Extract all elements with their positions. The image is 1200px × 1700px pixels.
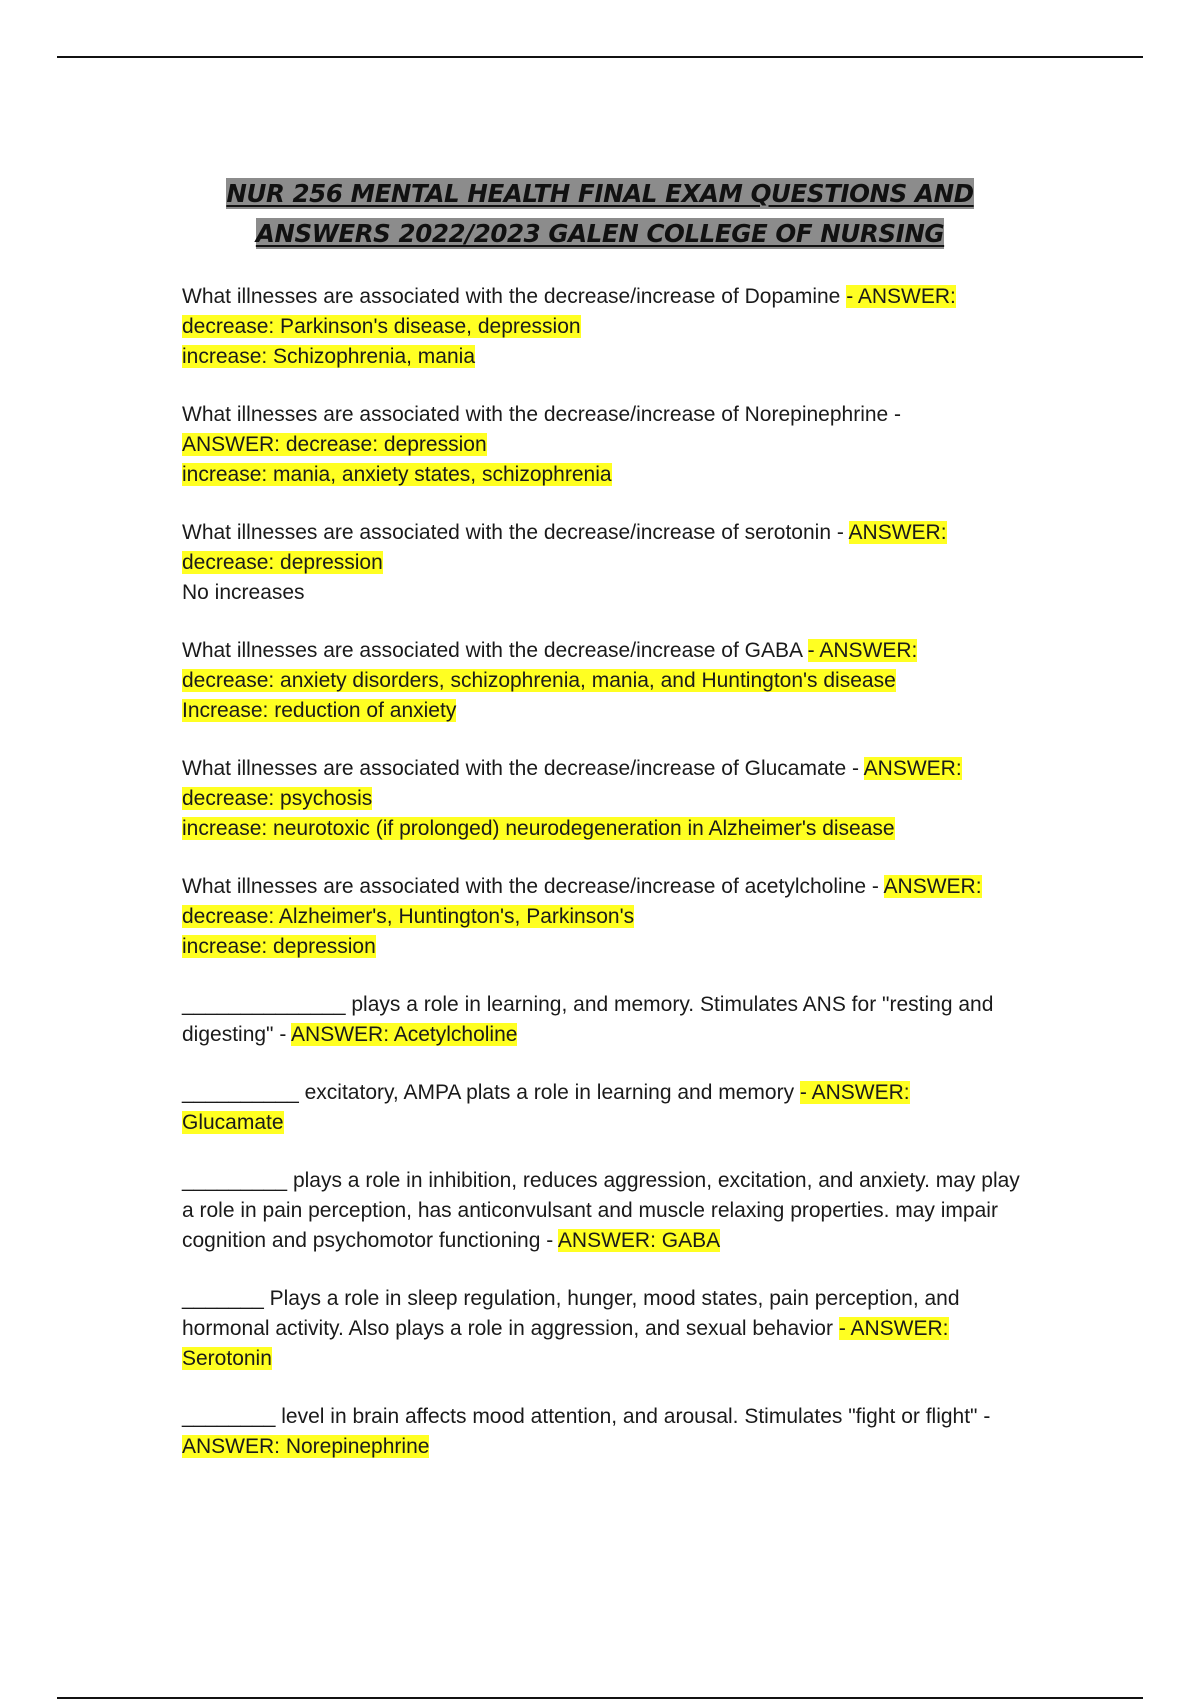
answer-text: Serotonin (182, 1347, 272, 1370)
qa-item-glucamate-role (182, 1078, 1022, 1138)
answer-text: increase: mania, anxiety states, schizophrenia (182, 463, 612, 486)
header-rule (57, 56, 1143, 58)
answer-text: ANSWER: decrease: depression (182, 433, 487, 456)
qa-item-glucamate (182, 754, 1022, 844)
answer-text: ANSWER: (863, 757, 962, 780)
question-text: What illnesses are associated with the decrease/increase of Norepinephrine - (182, 403, 902, 426)
qa-item-acetylcholine (182, 872, 1022, 962)
answer-text: increase: depression (182, 935, 376, 958)
answer-text: ANSWER: Acetylcholine (291, 1023, 518, 1046)
answer-text: ANSWER: (848, 521, 947, 544)
answer-text: decrease: depression (182, 551, 383, 574)
qa-item-serotonin-role (182, 1284, 1022, 1374)
answer-text: ANSWER: (883, 875, 982, 898)
question-text: What illnesses are associated with the decrease/increase of acetylcholine - (182, 875, 884, 898)
answer-text: - ANSWER: (846, 285, 956, 308)
question-text: ________ level in brain affects mood attention, and arousal. Stimulates "fight or flight" - (182, 1405, 991, 1428)
answer-text: decrease: Parkinson's disease, depression (182, 315, 581, 338)
question-text: _________ plays a role in inhibition, reduces aggression, excitation, and anxiety. may play a role in pain perception, has anticonvulsant and muscle relaxing properties. may impair cognition and psychomotor functioning - (182, 1169, 1020, 1252)
answer-text: increase: neurotoxic (if prolonged) neurodegeneration in Alzheimer's disease (182, 817, 895, 840)
answer-text: Increase: reduction of anxiety (182, 699, 457, 722)
trailing-text: No increases (182, 581, 305, 604)
document-title: NUR 256 MENTAL HEALTH FINAL EXAM QUESTIONS AND ANSWERS 2022/2023 GALEN COLLEGE OF NURSING (226, 179, 974, 248)
question-text: What illnesses are associated with the decrease/increase of serotonin - (182, 521, 849, 544)
qa-item-dopamine (182, 282, 1022, 372)
question-text: What illnesses are associated with the decrease/increase of Glucamate - (182, 757, 864, 780)
qa-item-gaba (182, 636, 1022, 726)
answer-text: decrease: anxiety disorders, schizophrenia, mania, and Huntington's disease (182, 669, 896, 692)
qa-list (182, 282, 1022, 1490)
question-text: _______ Plays a role in sleep regulation, hunger, mood states, pain perception, and hormonal activity. Also plays a role in aggression, and sexual behavior (182, 1287, 960, 1340)
answer-text: increase: Schizophrenia, mania (182, 345, 475, 368)
answer-text: Glucamate (182, 1111, 284, 1134)
question-text: What illnesses are associated with the decrease/increase of GABA (182, 639, 808, 662)
qa-item-norepinephrine-role (182, 1402, 1022, 1462)
answer-text: ANSWER: Norepinephrine (182, 1435, 430, 1458)
question-text: ______________ plays a role in learning, and memory. Stimulates ANS for "resting and digesting" - (182, 993, 994, 1046)
question-text: What illnesses are associated with the decrease/increase of Dopamine (182, 285, 847, 308)
answer-text: decrease: Alzheimer's, Huntington's, Parkinson's (182, 905, 635, 928)
answer-text: - ANSWER: (807, 639, 918, 662)
answer-text: decrease: psychosis (182, 787, 373, 810)
question-text: __________ excitatory, AMPA plats a role in learning and memory (182, 1081, 800, 1104)
qa-item-norepinephrine (182, 400, 1022, 490)
qa-item-gaba-role (182, 1166, 1022, 1256)
qa-item-acetylcholine-role (182, 990, 1022, 1050)
footer-rule (57, 1697, 1143, 1699)
answer-text: - ANSWER: (799, 1081, 910, 1104)
answer-text: ANSWER: GABA (557, 1229, 721, 1252)
answer-text: - ANSWER: (838, 1317, 949, 1340)
qa-item-serotonin (182, 518, 1022, 608)
